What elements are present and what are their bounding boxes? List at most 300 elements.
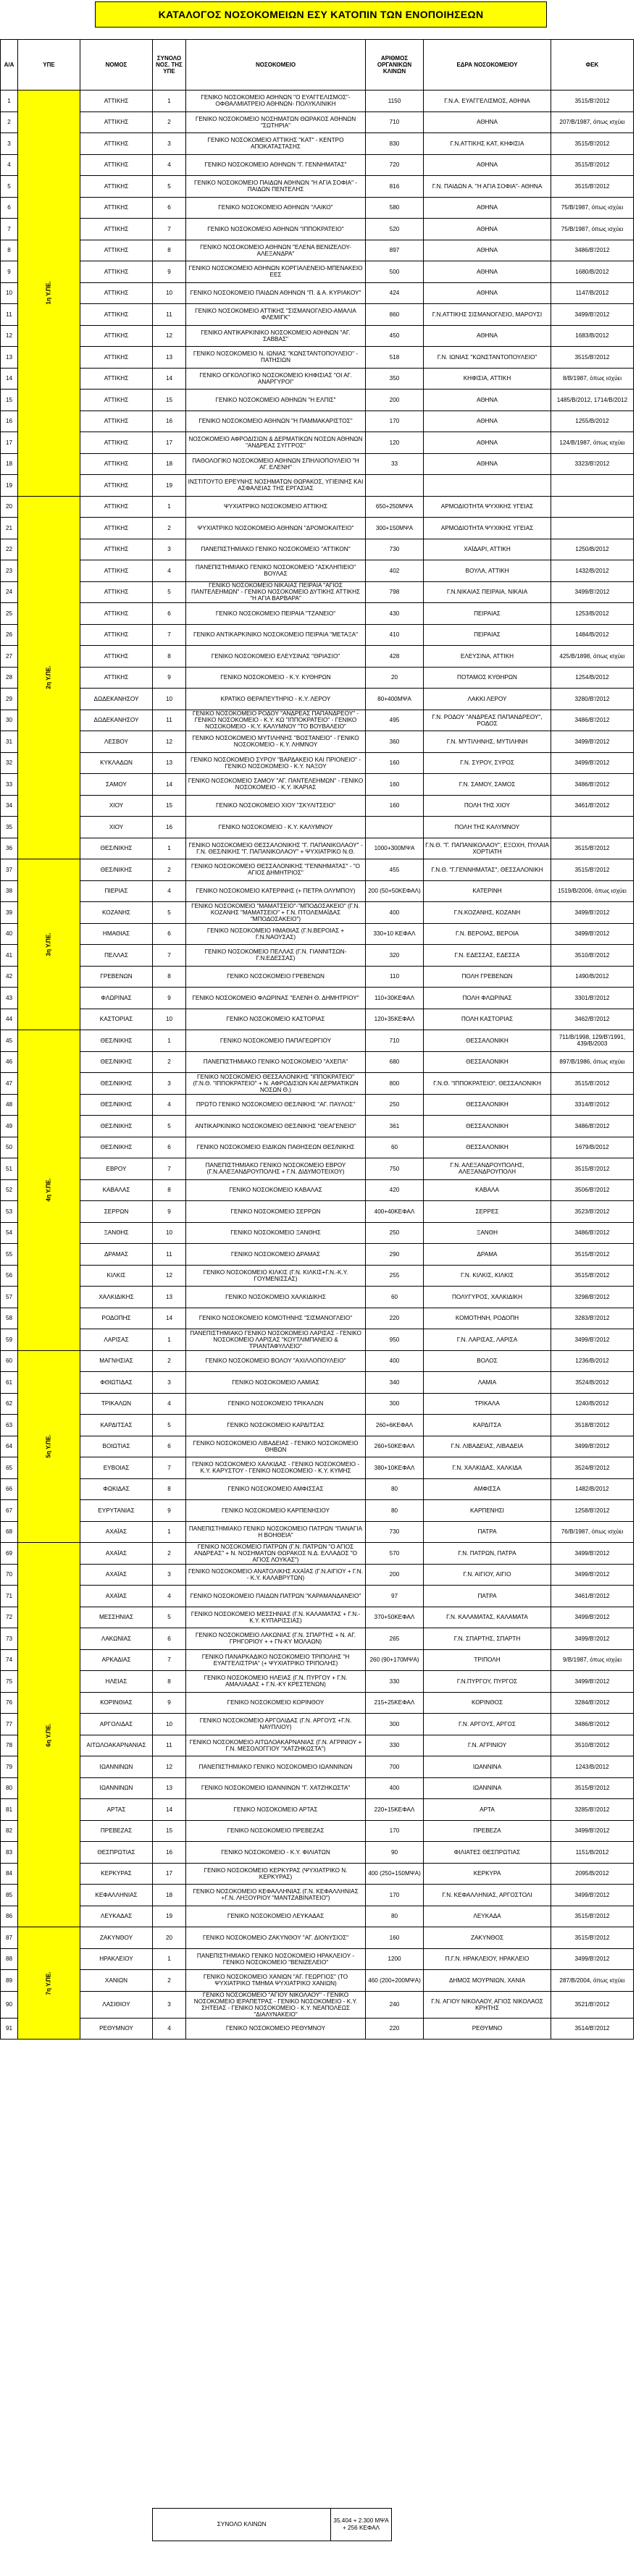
cell-nosokomeio: ΓΕΝΙΚΟ ΝΟΣΟΚΟΜΕΙΟ ΘΕΣΣΑΛΟΝΙΚΗΣ "ΓΕΝΝΗΜΑΤΑΣ" - "Ο ΑΓΙΟΣ ΔΗΜΗΤΡΙΟΣ" (186, 859, 366, 881)
cell-synolo: 14 (153, 1308, 186, 1329)
cell-edra: Γ.Ν. ΣΑΜΟΥ, ΣΑΜΟΣ (424, 774, 551, 796)
cell-klines: 650+250ΜΨΑ (366, 496, 424, 518)
cell-synolo: 1 (153, 91, 186, 112)
cell-synolo: 11 (153, 304, 186, 326)
cell-klines: 410 (366, 624, 424, 646)
cell-nomos: ΘΕΣΠΡΩΤΙΑΣ (80, 1842, 153, 1864)
cell-klines: 330 (366, 1671, 424, 1693)
cell-synolo: 5 (153, 581, 186, 603)
cell-fek: 1243/Β/2012 (551, 1756, 634, 1778)
cell-klines: 250 (366, 1222, 424, 1244)
cell-edra: Γ.Ν. ΠΑΤΡΩΝ, ΠΑΤΡΑ (424, 1543, 551, 1565)
cell-nomos: ΛΕΣΒΟΥ (80, 731, 153, 753)
cell-nosokomeio: ΓΕΝΙΚΟ ΝΟΣΟΚΟΜΕΙΟ ΑΡΤΑΣ (186, 1799, 366, 1821)
cell-edra: ΤΡΙΠΟΛΗ (424, 1649, 551, 1671)
cell-synolo: 6 (153, 923, 186, 945)
cell-synolo: 15 (153, 795, 186, 817)
cell-nomos: ΘΕΣ/ΝΙΚΗΣ (80, 838, 153, 859)
cell-synolo: 2 (153, 1543, 186, 1565)
cell-edra: ΠΟΤΑΜΟΣ ΚΥΘΗΡΩΝ (424, 667, 551, 689)
table-row (1, 1372, 634, 1394)
cell-nosokomeio: ΠΑΝΕΠΙΣΤΗΜΙΑΚΟ ΓΕΝΙΚΟ ΝΟΣΟΚΟΜΕΙΟ ΙΩΑΝΝΙΝΩΝ (186, 1756, 366, 1778)
ype-group-label: 1η Υ.ΠΕ. (45, 281, 52, 305)
cell-aa: 82 (1, 1820, 18, 1842)
cell-nomos: ΞΑΝΘΗΣ (80, 1222, 153, 1244)
cell-synolo: 6 (153, 603, 186, 625)
cell-nosokomeio: ΓΕΝΙΚΟ ΝΟΣΟΚΟΜΕΙΟ ΠΑΤΡΩΝ (Γ.Ν. ΠΑΤΡΩΝ "Ο ΑΓΙΟΣ ΑΝΔΡΕΑΣ" + Ν. ΝΟΣΗΜΑΤΩΝ ΘΩΡΑΚΟΣ Ν.Δ. ΕΛΛΑΔΟΣ "Ο ΑΓΙΟΣ ΛΟΥΚΑΣ") (186, 1543, 366, 1565)
cell-nosokomeio: ΓΕΝΙΚΟ ΝΟΣΟΚΟΜΕΙΟ ΚΟΜΟΤΗΝΗΣ "ΣΙΣΜΑΝΟΓΛΕΙΟ" (186, 1308, 366, 1329)
table-row (1, 240, 634, 261)
cell-aa: 3 (1, 133, 18, 155)
cell-synolo: 12 (153, 1265, 186, 1287)
cell-edra: ΠΕΙΡΑΙΑΣ (424, 603, 551, 625)
cell-synolo: 19 (153, 1906, 186, 1927)
cell-edra: Γ.Ν. ΑΙΓΙΟΥ, ΑΙΓΙΟ (424, 1564, 551, 1586)
table-row (1, 1970, 634, 1992)
cell-synolo: 13 (153, 347, 186, 369)
cell-aa: 37 (1, 859, 18, 881)
cell-synolo: 14 (153, 368, 186, 390)
cell-nomos: ΚΑΡΔΙΤΣΑΣ (80, 1415, 153, 1436)
cell-fek (551, 475, 634, 497)
cell-synolo: 3 (153, 1991, 186, 2018)
cell-edra: ΒΟΛΟΣ (424, 1350, 551, 1372)
cell-fek: 3515/Β'/2012 (551, 1906, 634, 1927)
cell-nosokomeio: ΓΕΝΙΚΟ ΝΟΣΟΚΟΜΕΙΟ ΑΜΦΙΣΣΑΣ (186, 1478, 366, 1500)
cell-nomos: ΑΤΤΙΚΗΣ (80, 581, 153, 603)
table-row (1, 1756, 634, 1778)
cell-aa: 4 (1, 154, 18, 176)
cell-nosokomeio: ΓΕΝΙΚΟ ΝΟΣΟΚΟΜΕΙΟ ΑΘΗΝΩΝ ΚΟΡΓΙΑΛΕΝΕΙΟ-ΜΠΕΝΑΚΕΙΟ ΕΕΣ (186, 261, 366, 283)
cell-nomos: ΛΑΡΙΣΑΣ (80, 1329, 153, 1351)
cell-aa: 30 (1, 710, 18, 731)
cell-nosokomeio: ΓΕΝΙΚΟ ΝΟΣΟΚΟΜΕΙΟ ΘΕΣΣΑΛΟΝΙΚΗΣ "ΙΠΠΟΚΡΑΤΕΙΟ" (Γ.Ν.Θ. "ΙΠΠΟΚΡΑΤΕΙΟ" + Ν. ΑΦΡΟΔΙΣΙΩΝ ΚΑΙ ΔΕΡΜΑΤΙΚΩΝ ΝΟΣΩΝ Θ.) (186, 1073, 366, 1095)
cell-nosokomeio: ΓΕΝΙΚΟ ΝΟΣΟΚΟΜΕΙΟ ΑΤΤΙΚΗΣ "ΣΙΣΜΑΝΟΓΛΕΙΟ-ΑΜΑΛΙΑ ΦΛΕΜΙΓΚ" (186, 304, 366, 326)
cell-fek: 3461/Β'/2012 (551, 1586, 634, 1607)
cell-fek: 1485/Β/2012, 1714/Β/2012 (551, 390, 634, 411)
cell-edra: Γ.Ν.Θ. "Γ.ΓΕΝΝΗΜΑΤΑΣ", ΘΕΣΣΑΛΟΝΙΚΗ (424, 859, 551, 881)
cell-nosokomeio: ΓΕΝΙΚΟ ΝΟΣΟΚΟΜΕΙΟ ΠΑΙΔΩΝ ΑΘΗΝΩΝ "Π. & Α. ΚΥΡΙΑΚΟΥ" (186, 282, 366, 304)
cell-nosokomeio: ΓΕΝΙΚΟ ΝΟΣΟΚΟΜΕΙΟ ΕΙΔΙΚΩΝ ΠΑΘΗΣΕΩΝ ΘΕΣ/ΝΙΚΗΣ (186, 1137, 366, 1158)
summary-label: ΣΥΝΟΛΟ ΚΛΙΝΩΝ (153, 2509, 331, 2541)
cell-fek: 3461/Β'/2012 (551, 795, 634, 817)
cell-nosokomeio: ΓΕΝΙΚΟ ΝΟΣΟΚΟΜΕΙΟ ΠΕΛΛΑΣ (Γ.Ν. ΓΙΑΝΝΙΤΣΩΝ- Γ.Ν.ΕΔΕΣΣΑΣ) (186, 945, 366, 967)
cell-aa: 61 (1, 1372, 18, 1394)
cell-klines: 897 (366, 240, 424, 261)
cell-edra: ΚΟΡΙΝΘΟΣ (424, 1692, 551, 1714)
cell-edra: ΣΕΡΡΕΣ (424, 1201, 551, 1223)
cell-klines: 300+150ΜΨΑ (366, 518, 424, 539)
cell-nosokomeio: ΓΕΝΙΚΟ ΝΟΣΟΚΟΜΕΙΟ - Κ.Υ. ΦΙΛΙΑΤΩΝ (186, 1842, 366, 1864)
cell-klines: 570 (366, 1543, 424, 1565)
cell-klines: 798 (366, 581, 424, 603)
cell-fek: 3521/Β'/2012 (551, 1991, 634, 2018)
table-row (1, 1649, 634, 1671)
cell-nosokomeio: ΠΑΝΕΠΙΣΤΗΜΙΑΚΟ ΓΕΝΙΚΟ ΝΟΣΟΚΟΜΕΙΟ ΕΒΡΟΥ (Γ.Ν.ΑΛΕΞΑΝΔΡΟΥΠΟΛΗΣ + Γ.Ν. ΔΙΔΥΜΟΤΕΙΧΟΥ) (186, 1158, 366, 1180)
cell-klines: 330 (366, 1735, 424, 1756)
cell-klines: 400 (366, 1777, 424, 1799)
cell-aa: 26 (1, 624, 18, 646)
cell-nosokomeio: ΓΕΝΙΚΟ ΝΟΣΟΚΟΜΕΙΟ ΙΩΑΝΝΙΝΩΝ "Γ. ΧΑΤΖΗΚΩΣΤΑ" (186, 1777, 366, 1799)
cell-klines: 120+35ΚΕΦΑΛ (366, 1009, 424, 1030)
cell-klines: 80 (366, 1500, 424, 1522)
cell-aa: 32 (1, 752, 18, 774)
cell-aa: 40 (1, 923, 18, 945)
cell-aa: 5 (1, 176, 18, 198)
cell-edra: ΠΡΕΒΕΖΑ (424, 1820, 551, 1842)
cell-synolo: 14 (153, 1799, 186, 1821)
cell-klines: 750 (366, 1158, 424, 1180)
cell-aa: 8 (1, 240, 18, 261)
cell-nosokomeio: ΠΑΝΕΠΙΣΤΗΜΙΑΚΟ ΓΕΝΙΚΟ ΝΟΣΟΚΟΜΕΙΟ "ΑΧΕΠΑ" (186, 1051, 366, 1073)
cell-nosokomeio: ΓΕΝΙΚΟ ΝΟΣΟΚΟΜΕΙΟ ΑΡΓΟΛΙΔΑΣ (Γ.Ν. ΑΡΓΟΥΣ +Γ.Ν. ΝΑΥΠΛΙΟΥ) (186, 1714, 366, 1735)
cell-synolo: 13 (153, 1287, 186, 1308)
cell-klines: 60 (366, 1137, 424, 1158)
cell-nomos: ΡΟΔΟΠΗΣ (80, 1308, 153, 1329)
cell-aa: 79 (1, 1756, 18, 1778)
cell-nosokomeio: ΓΕΝΙΚΟ ΝΟΣΟΚΟΜΕΙΟ ΣΥΡΟΥ "ΒΑΡΔΑΚΕΙΟ ΚΑΙ ΠΡΙΟΝΕΙΟ" - ΓΕΝΙΚΟ ΝΟΣΟΚΟΜΕΙΟ - Κ.Υ. ΝΑΞΟΥ (186, 752, 366, 774)
table-row (1, 539, 634, 560)
table-row (1, 1265, 634, 1287)
cell-edra: ΑΘΗΝΑ (424, 390, 551, 411)
cell-nosokomeio: ΓΕΝΙΚΟ ΠΑΝΑΡΚΑΔΙΚΟ ΝΟΣΟΚΟΜΕΙΟ ΤΡΙΠΟΛΗΣ "Η ΕΥΑΓΓΕΛΙΣΤΡΙΑ" (+ ΨΥΧΙΑΤΡΙΚΟ ΤΡΙΠΟΛΗΣ) (186, 1649, 366, 1671)
cell-klines: 710 (366, 111, 424, 133)
cell-nomos: ΛΑΚΩΝΙΑΣ (80, 1628, 153, 1650)
cell-aa: 59 (1, 1329, 18, 1351)
cell-aa: 65 (1, 1457, 18, 1479)
cell-nomos: ΚΕΦΑΛΛΗΝΙΑΣ (80, 1885, 153, 1906)
cell-edra: Γ.Ν. ΑΡΓΟΥΣ, ΑΡΓΟΣ (424, 1714, 551, 1735)
table-row (1, 1799, 634, 1821)
cell-nomos: ΙΩΑΝΝΙΝΩΝ (80, 1777, 153, 1799)
cell-nomos: ΕΥΒΟΙΑΣ (80, 1457, 153, 1479)
cell-aa: 78 (1, 1735, 18, 1756)
cell-nomos: ΚΥΚΛΑΔΩΝ (80, 752, 153, 774)
cell-nomos: ΑΤΤΙΚΗΣ (80, 368, 153, 390)
cell-nosokomeio: ΓΕΝΙΚΟ ΑΝΤΙΚΑΡΚΙΝΙΚΟ ΝΟΣΟΚΟΜΕΙΟ ΠΕΙΡΑΙΑ "ΜΕΤΑΞΑ" (186, 624, 366, 646)
table-row (1, 347, 634, 369)
cell-synolo: 4 (153, 1586, 186, 1607)
cell-nosokomeio: ΓΕΝΙΚΟ ΝΟΣΟΚΟΜΕΙΟ ΣΕΡΡΩΝ (186, 1201, 366, 1223)
cell-fek: 1482/Β/2012 (551, 1478, 634, 1500)
cell-edra: ΡΕΘΥΜΝΟ (424, 2018, 551, 2040)
cell-synolo: 8 (153, 240, 186, 261)
cell-nosokomeio: ΓΕΝΙΚΟ ΝΟΣΟΚΟΜΕΙΟ ΧΑΛΚΙΔΑΣ - ΓΕΝΙΚΟ ΝΟΣΟΚΟΜΕΙΟ - Κ.Υ. ΚΑΡΥΣΤΟΥ - ΓΕΝΙΚΟ ΝΟΣΟΚΟΜΕΙΟ - Κ.Υ. ΚΥΜΗΣ (186, 1457, 366, 1479)
cell-nomos: ΑΤΤΙΚΗΣ (80, 496, 153, 518)
cell-synolo: 11 (153, 710, 186, 731)
cell-fek: 76/Β/1987, όπως ισχύει (551, 1521, 634, 1543)
cell-aa: 71 (1, 1586, 18, 1607)
cell-nomos: ΑΙΤΩΛΟΑΚΑΡΝΑΝΙΑΣ (80, 1735, 153, 1756)
cell-fek: 3510/Β'/2012 (551, 945, 634, 967)
cell-edra: Γ.Ν. ΜΥΤΙΛΗΝΗΣ, ΜΥΤΙΛΗΝΗ (424, 731, 551, 753)
cell-fek: 425/Β/1898, όπως ισχύει (551, 646, 634, 668)
table-row (1, 945, 634, 967)
cell-klines: 260+50ΚΕΦΑΛ (366, 1436, 424, 1457)
cell-nomos: ΑΤΤΙΚΗΣ (80, 603, 153, 625)
cell-synolo: 5 (153, 176, 186, 198)
cell-nomos: ΑΤΤΙΚΗΣ (80, 261, 153, 283)
cell-klines (366, 817, 424, 838)
cell-aa: 1 (1, 91, 18, 112)
cell-klines: 860 (366, 304, 424, 326)
cell-nomos: ΣΕΡΡΩΝ (80, 1201, 153, 1223)
cell-edra: ΑΡΜΟΔΙΟΤΗΤΑ ΨΥΧΙΚΗΣ ΥΓΕΙΑΣ (424, 496, 551, 518)
cell-nomos: ΔΩΔΕΚΑΝΗΣΟΥ (80, 689, 153, 710)
cell-synolo: 7 (153, 219, 186, 240)
cell-synolo: 5 (153, 1116, 186, 1137)
cell-edra: ΔΗΜΟΣ ΜΟΥΡΝΙΩΝ, ΧΑΝΙΑ (424, 1970, 551, 1992)
cell-nosokomeio: ΓΕΝΙΚΟ ΝΟΣΟΚΟΜΕΙΟ ΚΕΡΚΥΡΑΣ (ΨΥΧΙΑΤΡΙΚΟ Ν. ΚΕΡΚΥΡΑΣ) (186, 1863, 366, 1885)
cell-fek: 3486/Β'/2012 (551, 1222, 634, 1244)
table-row (1, 304, 634, 326)
cell-nomos: ΜΕΣΣΗΝΙΑΣ (80, 1607, 153, 1628)
cell-klines: 580 (366, 197, 424, 219)
cell-aa: 87 (1, 1927, 18, 1949)
table-row (1, 91, 634, 112)
cell-nosokomeio: ΓΕΝΙΚΟ ΝΟΣΟΚΟΜΕΙΟ ΠΡΕΒΕΖΑΣ (186, 1820, 366, 1842)
cell-aa: 12 (1, 325, 18, 347)
cell-nomos: ΚΑΣΤΟΡΙΑΣ (80, 1009, 153, 1030)
table-row (1, 560, 634, 582)
table-header-row (1, 40, 634, 91)
cell-klines: 400 (366, 1350, 424, 1372)
cell-edra: ΚΑΡΠΕΝΗΣΙ (424, 1500, 551, 1522)
cell-synolo: 20 (153, 1927, 186, 1949)
cell-fek: 3285/Β'/2012 (551, 1799, 634, 1821)
cell-aa: 66 (1, 1478, 18, 1500)
table-row (1, 1586, 634, 1607)
cell-klines: 290 (366, 1244, 424, 1266)
table-row (1, 453, 634, 475)
cell-aa: 33 (1, 774, 18, 796)
cell-edra: ΖΑΚΥΝΘΟΣ (424, 1927, 551, 1949)
cell-aa: 25 (1, 603, 18, 625)
cell-edra: Π.Γ.Ν. ΗΡΑΚΛΕΙΟΥ, ΗΡΑΚΛΕΙΟ (424, 1948, 551, 1970)
cell-nosokomeio: ΓΕΝΙΚΟ ΝΟΣΟΚΟΜΕΙΟ ΣΑΜΟΥ "ΑΓ. ΠΑΝΤΕΛΕΗΜΩΝ" - ΓΕΝΙΚΟ ΝΟΣΟΚΟΜΕΙΟ - Κ.Υ. ΙΚΑΡΙΑΣ (186, 774, 366, 796)
cell-fek: 3499/Β'/2012 (551, 1329, 634, 1351)
cell-synolo: 18 (153, 453, 186, 475)
page-title: ΚΑΤΑΛΟΓΟΣ ΝΟΣΟΚΟΜΕΙΩΝ ΕΣΥ ΚΑΤΟΠΙΝ ΤΩΝ ΕΝΟΠΟΙΗΣΕΩΝ (95, 1, 547, 28)
cell-klines: 720 (366, 154, 424, 176)
cell-nosokomeio: ΓΕΝΙΚΟ ΝΟΣΟΚΟΜΕΙΟ ΑΙΤΩΛΟΑΚΑΡΝΑΝΙΑΣ (Γ.Ν. ΑΓΡΙΝΙΟΥ + Γ.Ν. ΜΕΣΟΛΟΓΓΙΟΥ "ΧΑΤΖΗΚΩΣΤΑ") (186, 1735, 366, 1756)
cell-nomos: ΚΕΡΚΥΡΑΣ (80, 1863, 153, 1885)
cell-synolo: 11 (153, 1244, 186, 1266)
cell-edra: Γ.Ν. ΑΛΕΞΑΝΔΡΟΥΠΟΛΗΣ, ΑΛΕΞΑΝΔΡΟΥΠΟΛΗ (424, 1158, 551, 1180)
cell-klines: 110+30ΚΕΦΑΛ (366, 988, 424, 1009)
cell-aa: 89 (1, 1970, 18, 1992)
cell-aa: 56 (1, 1265, 18, 1287)
table-row (1, 923, 634, 945)
cell-fek: 3514/Β'/2012 (551, 2018, 634, 2040)
cell-synolo: 6 (153, 1628, 186, 1650)
cell-nomos: ΠΙΕΡΙΑΣ (80, 880, 153, 902)
cell-nosokomeio: ΓΕΝΙΚΟ ΝΟΣΟΚΟΜΕΙΟ ΠΕΙΡΑΙΑ "ΤΖΑΝΕΙΟ" (186, 603, 366, 625)
ype-group-cell (18, 1927, 80, 2040)
cell-klines: 160 (366, 795, 424, 817)
table-row (1, 859, 634, 881)
ype-group-label: 3η Υ.ΠΕ. (45, 933, 52, 956)
cell-aa: 6 (1, 197, 18, 219)
summary-blank (391, 2509, 548, 2541)
cell-aa: 44 (1, 1009, 18, 1030)
cell-nomos: ΑΤΤΙΚΗΣ (80, 539, 153, 560)
cell-fek: 3515/Β'/2012 (551, 91, 634, 112)
cell-aa: 29 (1, 689, 18, 710)
cell-synolo: 13 (153, 752, 186, 774)
cell-fek: 287/Β/2004, όπως ισχύει (551, 1970, 634, 1992)
cell-nosokomeio: ΓΕΝΙΚΟ ΝΟΣΟΚΟΜΕΙΟ "ΑΓΙΟΥ ΝΙΚΟΛΑΟΥ" - ΓΕΝΙΚΟ ΝΟΣΟΚΟΜΕΙΟ ΙΕΡΑΠΕΤΡΑΣ - ΓΕΝΙΚΟ ΝΟΣΟΚΟΜΕΙΟ - Κ.Υ. ΣΗΤΕΙΑΣ - ΓΕΝΙΚΟ ΝΟΣΟΚΟΜΕΙΟ - Κ.Υ. ΝΕΑΠΟΛΕΩΣ "ΔΙΑΛΥΝΑΚΕΙΟ" (186, 1991, 366, 2018)
cell-nosokomeio: ΨΥΧΙΑΤΡΙΚΟ ΝΟΣΟΚΟΜΕΙΟ ΑΘΗΝΩΝ "ΔΡΟΜΟΚΑΙΤΕΙΟ" (186, 518, 366, 539)
cell-aa: 16 (1, 411, 18, 432)
cell-nosokomeio: ΓΕΝΙΚΟ ΝΟΣΟΚΟΜΕΙΟ ΚΑΣΤΟΡΙΑΣ (186, 1009, 366, 1030)
cell-synolo: 12 (153, 731, 186, 753)
cell-fek: 1519/Β/2006, όπως ισχύει (551, 880, 634, 902)
cell-aa: 22 (1, 539, 18, 560)
table-row (1, 325, 634, 347)
cell-fek: 1254/Β/2012 (551, 667, 634, 689)
cell-nomos: ΑΤΤΙΚΗΣ (80, 667, 153, 689)
cell-klines: 361 (366, 1116, 424, 1137)
cell-fek: 3518/Β'/2012 (551, 1415, 634, 1436)
cell-edra: ΑΘΗΝΑ (424, 197, 551, 219)
cell-fek (551, 817, 634, 838)
cell-edra: ΘΕΣΣΑΛΟΝΙΚΗ (424, 1051, 551, 1073)
cell-klines: 730 (366, 539, 424, 560)
cell-klines: 120 (366, 432, 424, 454)
table-row (1, 1842, 634, 1864)
cell-aa: 51 (1, 1158, 18, 1180)
table-row (1, 1073, 634, 1095)
cell-klines: 710 (366, 1030, 424, 1052)
cell-synolo: 10 (153, 1714, 186, 1735)
cell-fek: 3499/Β'/2012 (551, 581, 634, 603)
cell-edra: ΑΘΗΝΑ (424, 325, 551, 347)
cell-klines: 260+6ΚΕΦΑΛ (366, 1415, 424, 1436)
cell-aa: 64 (1, 1436, 18, 1457)
cell-nomos: ΔΩΔΕΚΑΝΗΣΟΥ (80, 710, 153, 731)
table-row (1, 689, 634, 710)
cell-klines: 80+400ΜΨΑ (366, 689, 424, 710)
cell-aa: 70 (1, 1564, 18, 1586)
cell-nomos: ΕΥΡΥΤΑΝΙΑΣ (80, 1500, 153, 1522)
cell-synolo: 7 (153, 1649, 186, 1671)
cell-edra: ΑΡΤΑ (424, 1799, 551, 1821)
cell-edra: ΑΘΗΝΑ (424, 261, 551, 283)
cell-synolo: 1 (153, 1521, 186, 1543)
cell-synolo: 17 (153, 1863, 186, 1885)
cell-fek: 1236/Β/2012 (551, 1350, 634, 1372)
cell-nomos: ΧΙΟΥ (80, 795, 153, 817)
cell-edra: ΠΟΛΗ ΤΗΣ ΧΙΟΥ (424, 795, 551, 817)
cell-klines: 220 (366, 1308, 424, 1329)
table-row (1, 1329, 634, 1351)
cell-fek: 3499/Β'/2012 (551, 1607, 634, 1628)
cell-nomos: ΡΕΘΥΜΝΟΥ (80, 2018, 153, 2040)
cell-synolo: 10 (153, 1222, 186, 1244)
table-row (1, 667, 634, 689)
cell-klines: 200 (366, 1564, 424, 1586)
cell-edra: ΠΟΛΗ ΦΛΩΡΙΝΑΣ (424, 988, 551, 1009)
cell-synolo: 10 (153, 282, 186, 304)
cell-edra: Γ.Ν.ΠΥΡΓΟΥ, ΠΥΡΓΟΣ (424, 1671, 551, 1693)
table-row (1, 1863, 634, 1885)
table-row (1, 1457, 634, 1479)
cell-edra: ΑΘΗΝΑ (424, 154, 551, 176)
cell-fek: 3506/Β'/2012 (551, 1179, 634, 1201)
cell-klines: 518 (366, 347, 424, 369)
cell-fek: 124/Β/1987, όπως ισχύει (551, 432, 634, 454)
cell-synolo: 2 (153, 1350, 186, 1372)
ype-group-cell (18, 496, 80, 859)
cell-synolo: 7 (153, 624, 186, 646)
cell-nomos: ΚΟΖΑΝΗΣ (80, 902, 153, 924)
cell-edra: ΚΕΡΚΥΡΑ (424, 1863, 551, 1885)
cell-fek: 3515/Β'/2012 (551, 838, 634, 859)
cell-synolo: 1 (153, 496, 186, 518)
cell-nosokomeio: ΓΕΝΙΚΟ ΝΟΣΟΚΟΜΕΙΟ ΡΟΔΟΥ "ΑΝΔΡΕΑΣ ΠΑΠΑΝΔΡΕΟΥ" - ΓΕΝΙΚΟ ΝΟΣΟΚΟΜΕΙΟ - Κ.Υ. ΚΩ "ΙΠΠΟΚΡΑΤΕΙΟ" - ΓΕΝΙΚΟ ΝΟΣΟΚΟΜΕΙΟ - Κ.Υ. ΚΑΛΥΜΝΟΥ "ΤΟ ΒΟΥΒΑΛΕΙΟ" (186, 710, 366, 731)
cell-aa: 81 (1, 1799, 18, 1821)
ype-group-cell (18, 859, 80, 1030)
cell-nomos: ΑΤΤΙΚΗΣ (80, 240, 153, 261)
cell-nomos: ΑΤΤΙΚΗΣ (80, 111, 153, 133)
cell-nomos: ΗΜΑΘΙΑΣ (80, 923, 153, 945)
cell-nomos: ΘΕΣ/ΝΙΚΗΣ (80, 1051, 153, 1073)
cell-synolo: 5 (153, 1415, 186, 1436)
ype-group-label: 6η Υ.ΠΕ. (45, 1722, 52, 1747)
cell-edra: Γ.Ν. ΡΟΔΟΥ "ΑΝΔΡΕΑΣ ΠΑΠΑΝΔΡΕΟΥ", ΡΟΔΟΣ (424, 710, 551, 731)
table-row (1, 197, 634, 219)
cell-nomos: ΑΤΤΙΚΗΣ (80, 304, 153, 326)
cell-fek: 3499/Β'/2012 (551, 902, 634, 924)
table-row (1, 1906, 634, 1927)
cell-klines: 80 (366, 1906, 424, 1927)
table-row (1, 752, 634, 774)
ype-group-cell (18, 1350, 80, 1543)
cell-edra: ΛΑΜΙΑ (424, 1372, 551, 1394)
cell-klines: 730 (366, 1521, 424, 1543)
cell-fek: 3284/Β'/2012 (551, 1692, 634, 1714)
cell-aa: 21 (1, 518, 18, 539)
cell-edra: Γ.Ν. ΑΓΙΟΥ ΝΙΚΟΛΑΟΥ, ΑΓΙΟΣ ΝΙΚΟΛΑΟΣ ΚΡΗΤΗΣ (424, 1991, 551, 2018)
cell-klines: 300 (366, 1714, 424, 1735)
cell-nomos: ΗΛΕΙΑΣ (80, 1671, 153, 1693)
table-row (1, 1820, 634, 1842)
table-row (1, 390, 634, 411)
cell-klines: 340 (366, 1372, 424, 1394)
cell-fek: 1490/Β/2012 (551, 966, 634, 988)
cell-aa: 84 (1, 1863, 18, 1885)
cell-klines: 97 (366, 1586, 424, 1607)
cell-synolo: 7 (153, 1457, 186, 1479)
cell-nomos: ΘΕΣ/ΝΙΚΗΣ (80, 1116, 153, 1137)
table-row (1, 1287, 634, 1308)
cell-klines: 700 (366, 1756, 424, 1778)
cell-nomos: ΑΡΚΑΔΙΑΣ (80, 1649, 153, 1671)
table-row (1, 1564, 634, 1586)
cell-aa: 36 (1, 838, 18, 859)
cell-synolo: 13 (153, 1777, 186, 1799)
cell-klines: 90 (366, 1842, 424, 1864)
table-row (1, 154, 634, 176)
cell-nosokomeio: ΓΕΝΙΚΟ ΝΟΣΟΚΟΜΕΙΟ ΧΑΝΙΩΝ "ΑΓ. ΓΕΩΡΓΙΟΣ" (ΤΟ ΨΥΧΙΑΤΡΙΚΟ ΤΜΗΜΑ ΨΥΧΙΑΤΡΙΚΟ ΧΑΝΙΩΝ) (186, 1970, 366, 1992)
table-row (1, 838, 634, 859)
cell-nomos: ΖΑΚΥΝΘΟΥ (80, 1927, 153, 1949)
cell-klines: 424 (366, 282, 424, 304)
cell-edra: Γ.Ν. ΕΔΕΣΣΑΣ, ΕΔΕΣΣΑ (424, 945, 551, 967)
table-row (1, 282, 634, 304)
cell-nosokomeio: ΨΥΧΙΑΤΡΙΚΟ ΝΟΣΟΚΟΜΕΙΟ ΑΤΤΙΚΗΣ (186, 496, 366, 518)
